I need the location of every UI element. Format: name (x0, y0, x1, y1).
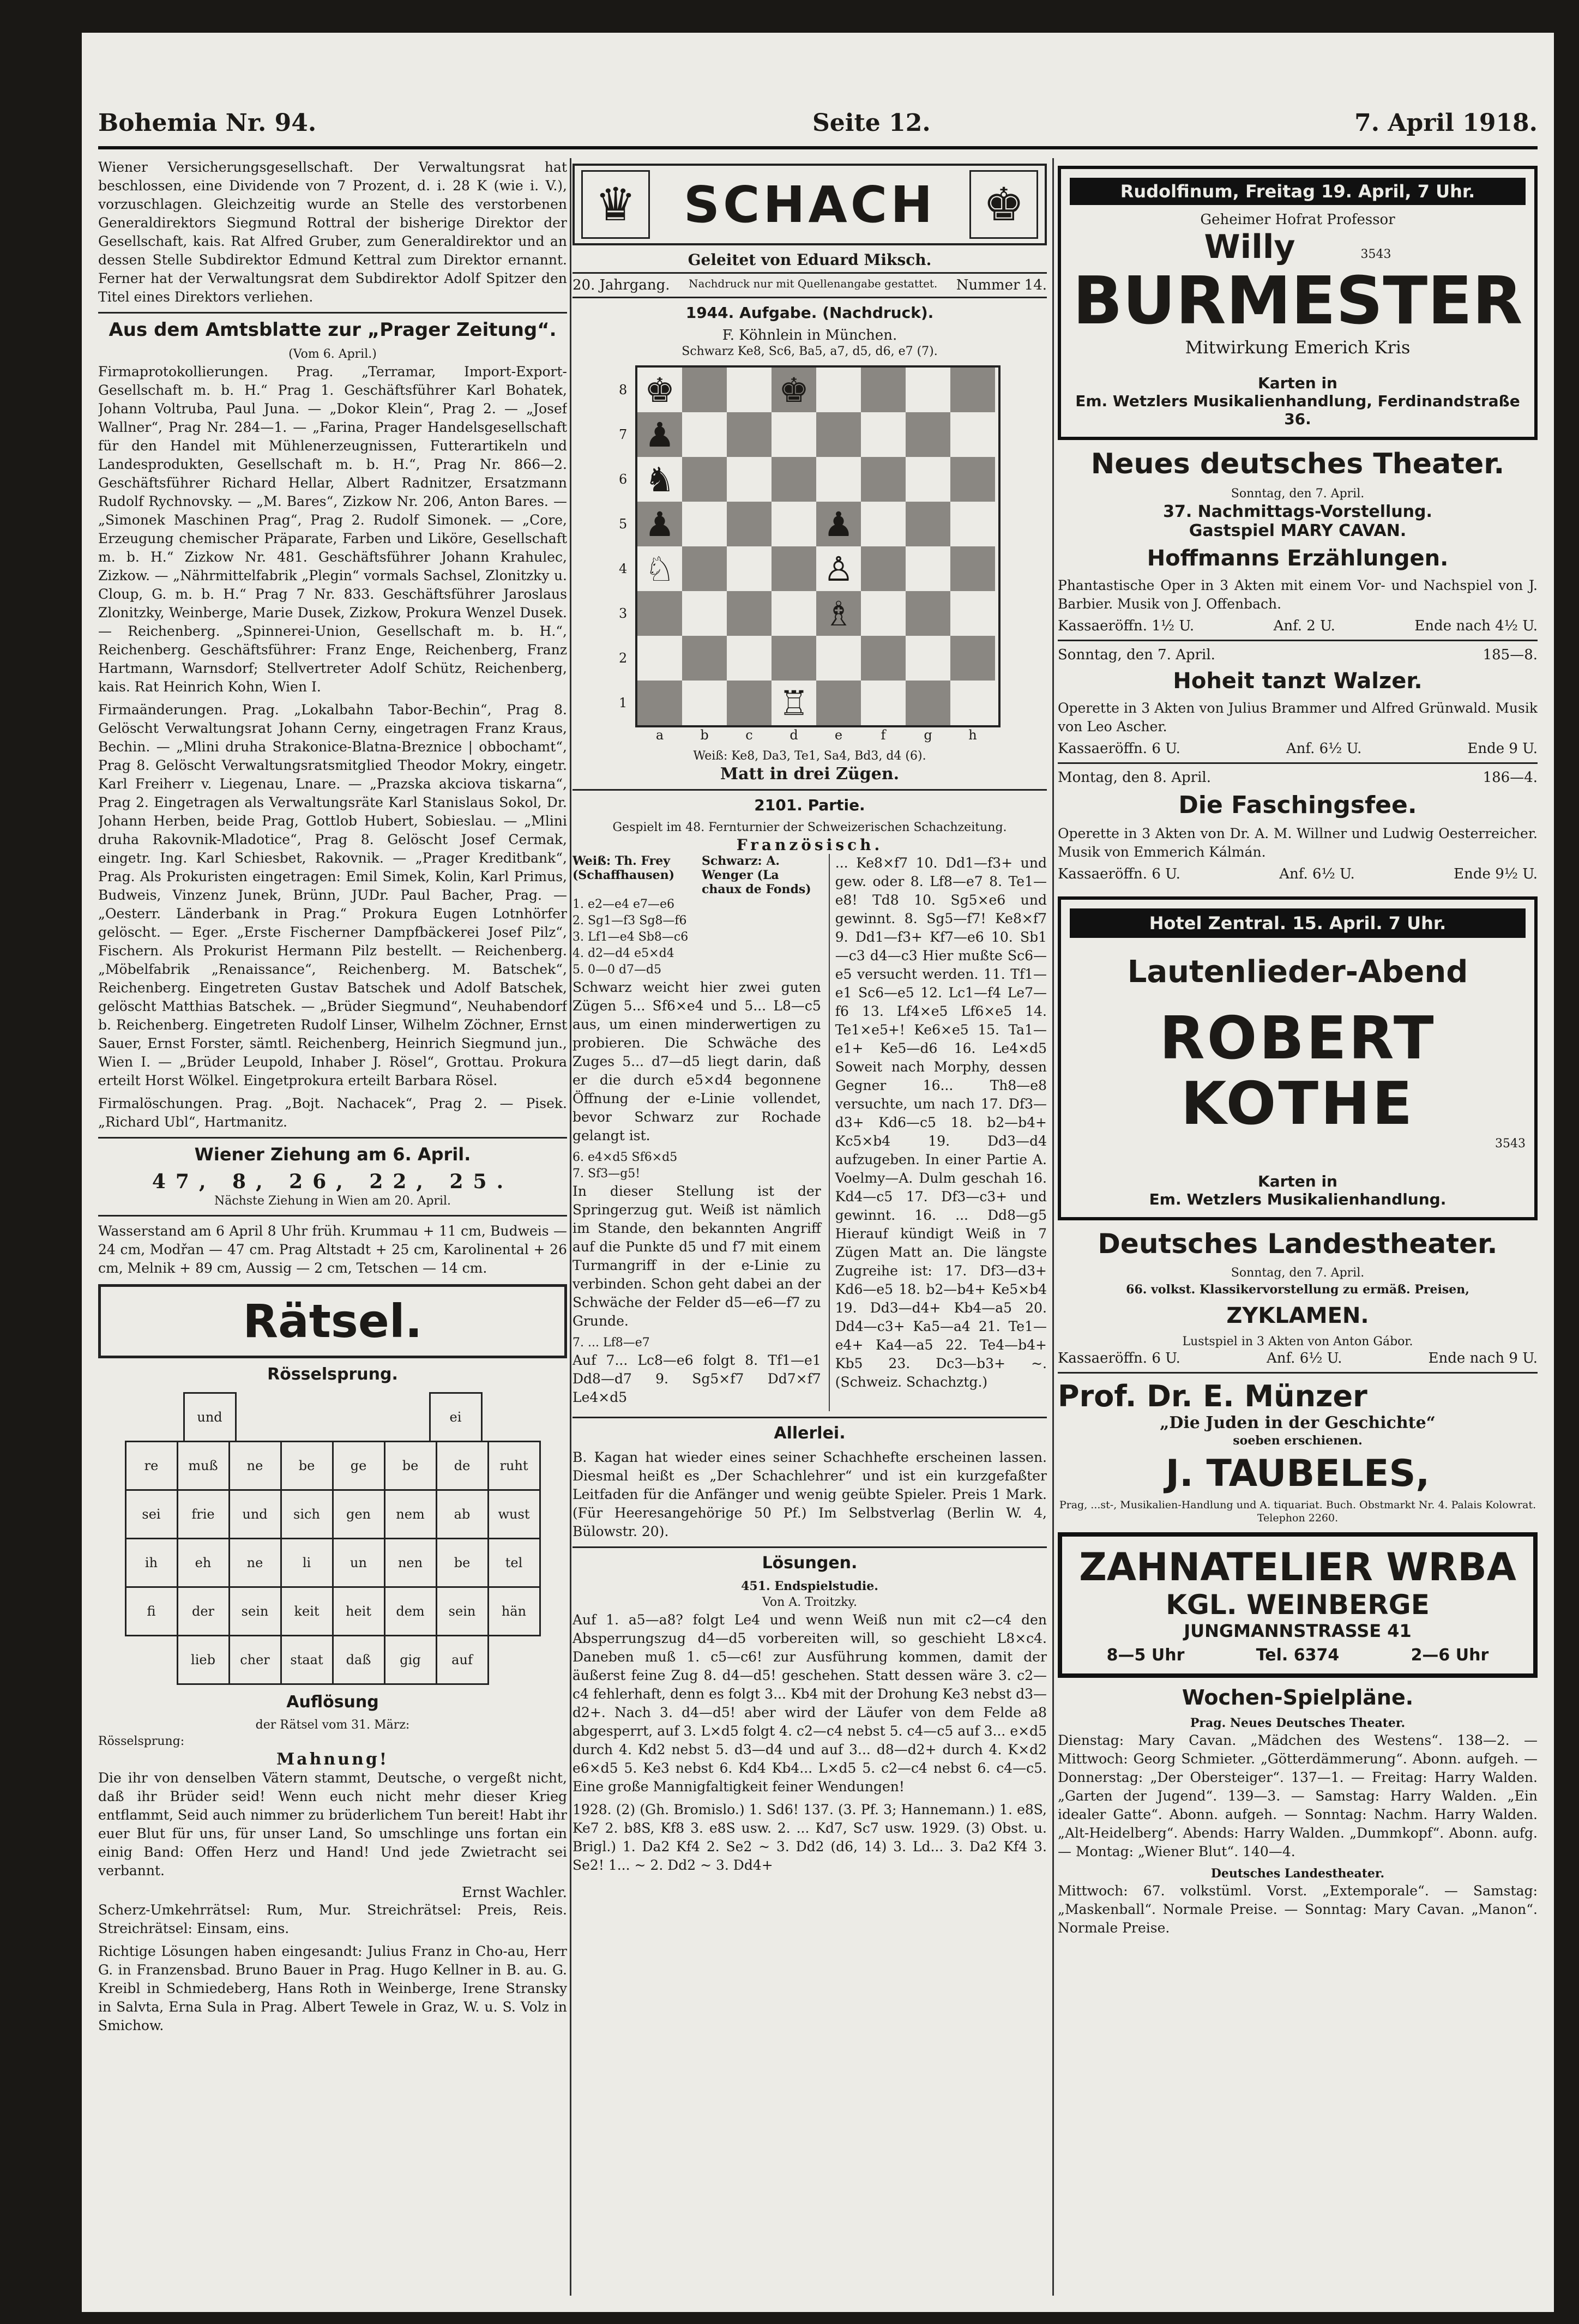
puzzle-cell: nem (384, 1489, 437, 1539)
puzzle-row (125, 1538, 540, 1587)
puzzle-cell: li (280, 1538, 334, 1588)
puzzle-cell: gen (332, 1489, 385, 1539)
board-square (950, 591, 995, 636)
puzzle-title: Rösselsprung. (267, 1365, 398, 1384)
board-square (682, 368, 727, 412)
theater1-times (1058, 618, 1538, 634)
board-square (727, 546, 772, 591)
rank-label: 5 (619, 516, 628, 532)
puzzle-cell: und (183, 1392, 237, 1442)
puzzle-gap (381, 1392, 431, 1439)
puzzle-row (125, 1490, 540, 1538)
end-time: Ende 9½ U. (1454, 866, 1538, 882)
puzzle-cell: gig (384, 1635, 437, 1685)
knights-tour-puzzle (125, 1393, 540, 1684)
puzzle-cell: fi (125, 1586, 178, 1636)
allerlei-title: Allerlei. (774, 1424, 846, 1443)
chess-piece-icon: ♞ (637, 457, 682, 502)
board-square (682, 591, 727, 636)
loesungen-text: Auf 1. a5—a8? folgt Le4 und wenn Weiß nun mit c2—c4 den Absperrungszug d4—d5 vorbereiten will, so geschieht L8×c4. Daneben muß 1. c5—c6! zur Ausführung kommen, damit der äußerst feine Zug 8. d4—d5! geschehen. Statt dessen wäre 3. c2—c4 fehlerhaft, denn es folgt 3... Kb4 mit der Drohung Ke3 nebst d3—d2+. Nach 3. d4—d5! aber wird der Läufer von dem Felde a8 abgesperrt, auf 3. L×d5 folgt 4. c2—c4 nebst 5. c4—c5 auf 3... e×d5 durch 4. Kd2 nebst 5. d3—d4 und auf 3... d8—d2+ durch 4. K×d2 e6×d5 5. Ke3 nebst 6. Kd4 Kb4... L×d5 5. c2—c4 nebst 6. c4—c5. Eine große Mannigfaltigkeit feiner Wendungen! (572, 1612, 1047, 1795)
game-title: 2101. Partie. (754, 796, 865, 814)
board-square (906, 636, 950, 681)
board-square (906, 681, 950, 725)
lottery-next: Nächste Ziehung in Wien am 20. April. (214, 1194, 451, 1208)
puzzle-cell: daß (332, 1635, 385, 1685)
box-office: Kassaeröffn. 6 U. (1058, 740, 1180, 757)
puzzle-cell: eh (177, 1538, 230, 1588)
puzzle-cell: lieb (177, 1635, 230, 1685)
problem-title: 1944. Aufgabe. (Nachdruck). (685, 304, 934, 322)
puzzle-cell: heit (332, 1586, 385, 1636)
solution-title: Auflösung (286, 1693, 379, 1712)
board-square (950, 368, 995, 412)
schach-title: SCHACH (683, 175, 936, 234)
file-label: c (745, 727, 753, 743)
board-square (772, 591, 816, 636)
king-icon: ♚ (969, 170, 1038, 239)
end-time: Ende 9 U. (1467, 740, 1538, 757)
puzzle-gap (235, 1392, 285, 1439)
move: 3. Lf1—e4 Sb8—c6 (572, 930, 689, 944)
date-label: 7. April 1918. (1354, 109, 1538, 137)
schach-header (572, 164, 1047, 245)
show-date: Montag, den 8. April. (1058, 769, 1211, 786)
schach-issue: Nummer 14. (956, 277, 1047, 293)
black-pieces: Schwarz Ke8, Sc6, Ba5, a7, d5, d6, e7 (7). (682, 345, 938, 358)
theater1-date: Sonntag, den 7. April. (1231, 487, 1365, 501)
board-square (682, 502, 727, 546)
board-square (861, 502, 906, 546)
board-square (861, 368, 906, 412)
solvers-list: 1928. (2) (Gh. Bromislo.) 1. Sd6! 137. (3. Pf. 3; Hannemann.) 1. e8S, Ke7 2. b8S, Kf8 3. e8S usw. 2. ... Kd7, Sc7 usw. 1929. (3) Obst. u. Brigl.) 1. Da2 Kf4 2. Se2 ~ 3. Dd2 (d6, 14) 3. Ld... 3. Da2 Kf4 3. Se2! 1... ~ 2. Dd2 ~ 3. Dd4+ (572, 1802, 1047, 1873)
puzzle-cell: sein (228, 1586, 282, 1636)
puzzle-cell: ab (436, 1489, 489, 1539)
ad-place: KGL. WEINBERGE (1166, 1589, 1430, 1621)
puzzle-cell: be (436, 1538, 489, 1588)
board-square (816, 368, 861, 412)
box-office: Kassaeröffn. 6 U. (1058, 1350, 1180, 1366)
column-right (1058, 158, 1538, 2296)
schach-info-bar (572, 272, 1047, 298)
ad-bookshop-address: Prag, ...st-, Musikalien-Handlung und A. tiquariat. Buch. Obstmarkt Nr. 4. Palais Kolowrat. Telephon 2260. (1059, 1499, 1536, 1524)
chess-piece-icon: ♟ (637, 502, 682, 546)
theater2-times (1058, 1350, 1538, 1366)
puzzle-gap (284, 1392, 334, 1439)
theater2-performance: 66. volkst. Klassikervorstellung zu ermäß. Preisen, (1126, 1283, 1469, 1297)
board-square (772, 546, 816, 591)
puzzle-cell: be (384, 1441, 437, 1491)
ad-first-row (1070, 228, 1526, 266)
weekly-schedule: Mittwoch: 67. volkstüml. Vorst. „Extemporale“. — Samstag: „Maskenball“. Normale Preise. — Sonntag: Mary Cavan. „Manon“. Normale Preise. (1058, 1883, 1538, 1936)
divider (98, 312, 567, 314)
divider (572, 1417, 1047, 1418)
ad-muenzer (1058, 1379, 1538, 1525)
puzzle-row (125, 1441, 540, 1490)
theater1-guest: Gastspiel MARY CAVAN. (1189, 521, 1407, 540)
column-divider (570, 158, 571, 2296)
board-square (772, 457, 816, 502)
puzzle-cell: frie (177, 1489, 230, 1539)
start-time: Anf. 6½ U. (1286, 740, 1362, 757)
study-title: 451. Endspielstudie. (741, 1579, 878, 1593)
board-square (816, 412, 861, 457)
puzzle-cell: ih (125, 1538, 178, 1588)
file-label: h (968, 727, 977, 743)
ad-shop: Em. Wetzlers Musikalienhandlung. (1149, 1190, 1447, 1208)
ad-artist-name: ROBERT KOTHE (1159, 1004, 1436, 1138)
puzzle-cell: muß (177, 1441, 230, 1491)
game-body (572, 854, 1047, 1411)
show-number: 186—4. (1482, 769, 1538, 786)
ad-tickets: Karten in (1258, 374, 1337, 392)
board-square (816, 457, 861, 502)
ad-author: Prof. Dr. E. Münzer (1058, 1379, 1367, 1413)
queen-icon: ♛ (581, 170, 650, 239)
file-label: b (700, 727, 709, 743)
ad-burmester (1058, 166, 1538, 440)
correct-solvers: Richtige Lösungen haben eingesandt: Julius Franz in Cho-au, Herr G. in Franzensbad. Bruno Bauer in Prag. Hugo Kellner in B. au. G. Kreibl in Schmiedeberg, Hans Roth in Weinberge, Irene Stransky in Salvta, Erna Sula in Prag. Albert Tewele in Graz, W. u. S. Volz in Smichow. (98, 1943, 567, 2033)
theater1-description: Phantastische Oper in 3 Akten mit einem Vor- und Nachspiel von J. Barbier. Musik von J. Offenbach. (1058, 577, 1538, 612)
weekly-schedule: Dienstag: Mary Cavan. „Mädchen des Westens“. 138—2. — Mittwoch: Georg Schmieter. „Götterdämmerung“. Abonn. aufgeh. — Donnerstag: „Der Obersteiger“. 137—1. — Freitag: Harry Walden. „Garten der Jugend“. 139—3. — Samstag: Harry Walden. „Ein idealer Gatte“. Abonn. aufgeh. — Sonntag: Nachm. Harry Walden. „Alt-Heidelberg“. Abends: Harry Walden. „Dummkopf“. Abonn. aufg. — Montag: „Wiener Blut“. 140—4. (1058, 1732, 1538, 1859)
board-square (906, 546, 950, 591)
masthead-rule (98, 146, 1538, 149)
board-square (906, 412, 950, 457)
chess-piece-icon: ♟ (816, 502, 861, 546)
rank-label: 1 (619, 695, 628, 711)
white-pieces: Weiß: Ke8, Da3, Te1, Sa4, Bd3, d4 (6). (693, 749, 926, 763)
board-square (950, 457, 995, 502)
problem-author: F. Köhnlein in München. (722, 327, 897, 344)
schach-editor: Geleitet von Eduard Miksch. (688, 251, 932, 269)
ad-wrba (1058, 1532, 1538, 1678)
firm-changes: Firmaänderungen. Prag. „Lokalbahn Tabor-Bechin“, Prag 8. Gelöscht Verwaltungsrat Johann Cerny, eingetragen Franz Kraus, Bechin. — „Mlini druha Strakonice-Blatna-Breznice | obbochamt“, Prag 8. Gelöscht Verwaltungsratsmitglied Theodor Mokry, eingetr. Karl Freiherr v. Liegenau, Lnare. — „Prazska akciova tiskarna“, Prag 2. Eingetragen als Verwaltungsräte Karl Stanislaus Sokol, Dr. Johann Herben, beide Prag, Gottlob Hubert, Sobieslau. — „Mlini druha Rakovnik-Mladotice“, Prag 8. Gelöscht Josef Cermak, eingetr. Ing. Karl Schiesbet, Rakovnik. — „Prager Kreditbank“, Prag. Als Prokuristen eingetragen: Emil Simek, Kolin, Karl Primus, Budweis, Vinzenz Junek, Brünn, JUDr. Paul Bacher, Prag. — „Oesterr. Länderbank in Prag.“ Prokura Eugen Lotnhörfer gelöscht. — Eger. „Erste Fischerner Dampfbäckerei Josef Pilz“, Fischern. Als Prokurist Hermann Pilz bestellt. — Reichenberg. „Möbelfabrik „Renaissance“, Reichenberg. M. Batschek“, Reichenberg. Eingetreten Gustav Batschek und Adolf Batschek, gelöscht Matthias Batschek. — „Brüder Siegmund“, Neuhabendorf b. Reichenberg. Eingetreten Rudolf Linser, Wilhelm Zöchner, Ernst Sauer, Ernst Forster, sämtl. Reichenberg, Heinrich Siegmund jun., Wien I. — „Brüder Leupold, Inhaber J. Rösel“, Grottau. Prokura erteilt Horst Wölkel. Eingetprokura erteilt Barbara Rösel. (98, 702, 567, 1088)
divider (572, 789, 1047, 791)
divider (98, 1215, 567, 1217)
chess-piece-icon: ♚ (637, 368, 682, 412)
theater1-description2: Operette in 3 Akten von Julius Brammer und Alfred Grünwald. Musik von Leo Ascher. (1058, 700, 1538, 734)
mate-in: Matt in drei Zügen. (720, 764, 900, 784)
end-time: Ende nach 4½ U. (1414, 618, 1538, 634)
move: 7. Sf3—g5! (572, 1167, 641, 1181)
puzzle-cell: re (125, 1441, 178, 1491)
theater2-date: Sonntag, den 7. April. (1231, 1266, 1365, 1280)
raetsel-title: Rätsel. (243, 1295, 423, 1348)
column-divider (1052, 158, 1054, 2296)
puzzle-gap (481, 1392, 531, 1439)
puzzle-cell: sei (125, 1489, 178, 1539)
chess-diagram (619, 365, 1001, 743)
rank-labels (619, 368, 634, 725)
theater2-title: Deutsches Landestheater. (1098, 1228, 1498, 1260)
rank-label: 2 (619, 651, 628, 666)
move: 2. Sg1—f3 Sg8—f6 (572, 914, 687, 928)
schach-year: 20. Jahrgang. (572, 277, 670, 293)
board-square (682, 546, 727, 591)
board-square (950, 502, 995, 546)
puzzle-cell: ruht (487, 1441, 541, 1491)
start-time: Anf. 6½ U. (1279, 866, 1355, 882)
game-note: In dieser Stellung ist der Springerzug gut. Weiß ist nämlich im Stande, den bekannten Angriff auf die Punkte d5 und f7 mit einem Turmangriff in der e-Linie zu verbinden. Schon geht dabei an der Schwäche der Felder d5—e6—f7 zu Grunde. (572, 1183, 821, 1329)
amtsblatt-title: Aus dem Amtsblatte zur „Prager Zeitung“. (109, 319, 557, 341)
puzzle-cell: be (280, 1441, 334, 1491)
raetsel-header (98, 1284, 567, 1358)
ad-with: Mitwirkung Emerich Kris (1185, 337, 1411, 358)
puzzle-row (125, 1635, 540, 1684)
board-square (727, 457, 772, 502)
puzzle-cell: un (332, 1538, 385, 1588)
board-square (637, 681, 682, 725)
puzzle-gap (332, 1392, 382, 1439)
weekly-title: Wochen-Spielpläne. (1182, 1685, 1414, 1709)
allerlei-text: B. Kagan hat wieder eines seiner Schachhefte erscheinen lassen. Diesmal heißt es „Der Schachlehrer“ und ist ein kurzgefaßter Leitfaden für die Anfänger und wenig geübte Spieler. Preis 1 Mark. (Für Heeresangehörige 50 Pf.) Im Selbstverlag (Berlin W. 4, Bülowstr. 20). (572, 1449, 1047, 1539)
start-time: Anf. 6½ U. (1266, 1350, 1342, 1366)
players (572, 854, 821, 896)
rank-label: 8 (619, 382, 628, 398)
board-square (861, 591, 906, 636)
water-levels: Wasserstand am 6 April 8 Uhr früh. Krummau + 11 cm, Budweis — 24 cm, Modřan — 47 cm. Prag Altstadt + 25 cm, Karolinental + 26 cm, Melnik + 89 cm, Aussig — 2 cm, Tetschen — 14 cm. (98, 1223, 567, 1276)
puzzle-cell: nen (384, 1538, 437, 1588)
chess-piece-icon: ♖ (772, 681, 816, 725)
file-label: a (655, 727, 664, 743)
board-square (682, 681, 727, 725)
move: 1. e2—e4 e7—e6 (572, 898, 675, 911)
move-variation: Auf 7... Lc8—e6 folgt 8. Tf1—e1 Dd8—d7 9. Sg5×f7 Dd7×f7 Le4×d5 (572, 1352, 821, 1405)
amtsblatt-date: (Vom 6. April.) (288, 347, 377, 361)
puzzle-cell: tel (487, 1538, 541, 1588)
black-player: Schwarz: A. Wenger (La chaux de Fonds) (702, 854, 811, 896)
board-square (727, 681, 772, 725)
puzzle-cell: ei (429, 1392, 483, 1442)
theater1-performance: 37. Nachmittags-Vorstellung. (1163, 502, 1432, 521)
opening-name: Französisch. (736, 836, 883, 854)
board-square (727, 368, 772, 412)
box-office: Kassaeröffn. 6 U. (1058, 866, 1180, 882)
ad-bookshop: J. TAUBELES, (1165, 1452, 1430, 1495)
puzzle-gap (128, 1635, 178, 1682)
show-number: 185—8. (1482, 647, 1538, 663)
ad-book-title: „Die Juden in der Geschichte“ (1160, 1413, 1436, 1432)
puzzle-cell: ge (332, 1441, 385, 1491)
puzzle-gap (135, 1392, 185, 1439)
article-insurance: Wiener Versicherungsgesellschaft. Der Verwaltungsrat hat beschlossen, eine Dividende von 7 Prozent, d. i. 28 K (wie i. V.), vorzuschlagen. Gleichzeitig wurde an Stelle des verstorbenen Generaldirektors Siegmund Rottral der bisherige Direktor der Gesellschaft, kais. Rat Alfred Gruber, zum Generaldirektor und an dessen Stelle Subdirektor Edmund Kettral zum Direktor ernannt. Ferner hat der Verwaltungsrat dem Subdirektor Adolf Spitzer den Titel eines Direktors verliehen. (98, 159, 567, 305)
board-square (906, 591, 950, 636)
puzzle-cell: keit (280, 1586, 334, 1636)
poem-text: Die ihr von denselben Vätern stammt, Deutsche, o vergeßt nicht, daß ihr Brüder seid! Wenn euch nicht mehr dieser Krieg entflammt, Seid auch nimmer zu brüderlichem Tun bereit! Habt ihr euer Blut für uns, für unser Land, So umschlinge uns fortan ein einig Band: Offen Herz und Hand! Und jede Zwietracht sei verbannt. (98, 1770, 567, 1879)
board-square (682, 457, 727, 502)
board-square (950, 681, 995, 725)
board-square (861, 457, 906, 502)
divider (1058, 1372, 1538, 1374)
board-square (727, 502, 772, 546)
puzzle-cell: der (177, 1586, 230, 1636)
move: 6. e4×d5 Sf6×d5 (572, 1151, 678, 1164)
board-square (772, 412, 816, 457)
move: 4. d2—d4 e5×d4 (572, 947, 674, 960)
board-square (727, 636, 772, 681)
board-square (861, 681, 906, 725)
theater1-description3: Operette in 3 Akten von Dr. A. M. Willner und Ludwig Oesterreicher. Musik von Emmerich Kálmán. (1058, 826, 1538, 860)
board-square (816, 636, 861, 681)
ad-title: Geheimer Hofrat Professor (1200, 212, 1395, 228)
chess-piece-icon: ♘ (637, 546, 682, 591)
board-square (906, 368, 950, 412)
file-label: d (790, 727, 798, 743)
solution-subtitle: der Rätsel vom 31. März: (255, 1718, 410, 1732)
lottery-title: Wiener Ziehung am 6. April. (194, 1144, 471, 1165)
game-continuation: ... Ke8×f7 10. Dd1—f3+ und gew. oder 8. Lf8—e7 8. Te1—e8! Td8 10. Sg5×e6 und gewinnt. 8. Sg5—f7! Ke8×f7 9. Dd1—f3+ Kf7—e6 10. Sb1—c3 d4—c3 Hier mußte Sc6—e5 versucht werden. 11. Tf1—e1 Sc6—e5 12. Lc1—f4 Le7—f6 13. Lf4×e5 Lf6×e5 14. Te1×e5+! Ke6×e5 15. Ta1—e1+ Ke5—d6 16. Le4×d5 Soweit nach Morphy, dessen Gegner 16... Th8—e8 versuchte, um nach 17. Df3—d3+ Kd6—c5 18. b2—b4+ Kc5×b4 19. Dd3—d4 aufzugeben. In einer Partie A. Voelmy—A. Dulm geschah 16. Kd4—c5 17. Df3—c3+ und gewinnt. 16. ... Dd8—g5 Hierauf kündigt Weiß in 7 Zügen Matt an. Die längste Zugreihe ist: 17. Df3—d3+ Kd6—e5 18. b2—b4+ Ke5×b4 19. Dd3—d4+ Kb4—a5 20. Dd4—c3+ Ka5—a4 21. Te1—e4+ Ka4—a5 22. Te4—b4+ Kb5 23. Dc3—b3+ ~. (Schweiz. Schachztg.) (835, 855, 1047, 1390)
ad-tickets: Karten in (1258, 1172, 1337, 1190)
ad-phone: Tel. 6374 (1256, 1646, 1340, 1665)
rank-label: 4 (619, 561, 628, 576)
puzzle-row (125, 1587, 540, 1635)
theater1-title: Neues deutsches Theater. (1090, 448, 1505, 480)
game-note: Schwarz weicht hier zwei guten Zügen 5... Sf6×e4 und 5... L8—c5 aus, um einen minderwertigen zu probieren. Die Schwäche des Zuges 5... d7—d5 liegt darin, daß er die durch e5×d4 begonnene Öffnung der e-Linie vollendet, bevor Schwarz zur Rochade gelangt ist. (572, 979, 821, 1143)
board-square (727, 412, 772, 457)
newspaper-page (82, 33, 1554, 2312)
ad-artist-name: BURMESTER (1072, 263, 1523, 339)
column-left (98, 158, 567, 2296)
moves-opening (572, 896, 821, 978)
puzzle-cell: sich (280, 1489, 334, 1539)
theater2-play: ZYKLAMEN. (1226, 1303, 1369, 1328)
puzzle-cell: dem (384, 1586, 437, 1636)
puzzle-cell: hän (487, 1586, 541, 1636)
firm-registrations: Firmaprotokollierungen. Prag. „Terramar, Import-Export-Gesellschaft m. b. H.“ Prag 1. Geschäftsführer Karl Bohatek, Johann Voltruba, Paul Juna. — „Dokor Klein“, Prag 2. — „Josef Wallner“, Prag Nr. 284—1. — „Farina, Prager Handelsgesellschaft für den Handel mit Mühlenerzeugnissen, Futterartikeln und Landesprodukten, Gesellschaft m. b. H.“, Prag Nr. 866—2. Geschäftsführer Richard Hellar, Albert Radnitzer, Ersatzmann Rudolf Rychnovsky. — „M. Bares“, Zizkow Nr. 206, Anton Bares. — „Simonek Maschinen Prag“, Prag 2. Rudolf Simonek. — „Core, Erzeugung chemischer Präparate, Farben und Liköre, Gesellschaft m. b. H.“ Zizkow Nr. 481. Geschäftsführer Johann Krahulec, Zizkow. — „Nährmittelfabrik „Plegin“ vormals Sachsel, Zlonitzky u. Cloup, G. m. b. H.“ Prag 7 Nr. 833. Geschäftsführer Jaroslaus Zlonitzky, Weinberge, Marie Dusek, Zizkow, Prokura Wenzel Dusek. — Reichenberg. „Spinnerei-Union, Gesellschaft m. b. H.“, Reichenberg. Geschäftsführer: Franz Enge, Reichenberg, Franz Hartmann, Warnsdorf; Stellvertreter Adolf Schütz, Reichenberg, kais. Rat Heinrich Kohn, Wien I. (98, 364, 567, 695)
puzzle-cell: und (228, 1489, 282, 1539)
ad-code: 3543 (1495, 1137, 1526, 1151)
puzzle-cell: wust (487, 1489, 541, 1539)
ad-venue: Hotel Zentral. 15. April. 7 Uhr. (1070, 908, 1526, 938)
board-square (816, 681, 861, 725)
issue-label: Bohemia Nr. 94. (98, 109, 317, 137)
rank-label: 7 (619, 427, 628, 442)
theater1-play: Hoffmanns Erzählungen. (1147, 546, 1449, 571)
divider (1058, 762, 1538, 764)
board-square (861, 412, 906, 457)
ad-hours-morning: 8—5 Uhr (1106, 1646, 1185, 1665)
end-time: Ende nach 9 U. (1428, 1350, 1538, 1366)
board-square (950, 636, 995, 681)
board-square (861, 546, 906, 591)
start-time: Anf. 2 U. (1273, 618, 1335, 634)
column-middle (572, 158, 1047, 2296)
chess-board (635, 365, 1001, 727)
divider (98, 1137, 567, 1139)
divider (1058, 640, 1538, 641)
solution-label: Rösselsprung: (98, 1735, 185, 1748)
schach-reprint: Nachdruck nur mit Quellenangabe gestattet. (689, 277, 938, 290)
board-square (906, 502, 950, 546)
rank-label: 6 (619, 472, 628, 487)
puzzle-cell: ne (228, 1441, 282, 1491)
game-left (572, 854, 821, 1411)
weekly-subtitle: Prag. Neues Deutsches Theater. (1190, 1716, 1406, 1730)
theater1-play2: Hoheit tanzt Walzer. (1173, 669, 1423, 694)
rank-label: 3 (619, 606, 628, 621)
move: 5. 0—0 d7—d5 (572, 963, 662, 977)
file-label: f (881, 727, 886, 743)
theater1-play3: Die Faschingsfee. (1178, 791, 1417, 819)
lottery-numbers: 47, 8, 26, 22, 25. (152, 1170, 514, 1193)
board-square (772, 636, 816, 681)
board-square (637, 636, 682, 681)
game-right (829, 854, 1047, 1411)
board-square (637, 591, 682, 636)
ad-venue: Rudolfinum, Freitag 19. April, 7 Uhr. (1070, 178, 1526, 205)
masthead (98, 109, 1538, 158)
ad-code: 3543 (1360, 248, 1391, 261)
puzzle-row (125, 1393, 540, 1441)
puzzle-cell: auf (436, 1635, 489, 1685)
ad-first-name: Willy (1204, 228, 1295, 266)
ad-title: Lautenlieder-Abend (1127, 954, 1468, 990)
puzzle-cell: ne (228, 1538, 282, 1588)
game-subtitle: Gespielt im 48. Fernturnier der Schweizerischen Schachzeitung. (612, 821, 1007, 834)
board-square (727, 591, 772, 636)
ad-street: JUNGMANNSTRASSE 41 (1184, 1621, 1412, 1641)
board-square (906, 457, 950, 502)
ad-studio-name: ZAHNATELIER WRBA (1079, 1545, 1516, 1590)
puzzle-cell: de (436, 1441, 489, 1491)
board-square (772, 502, 816, 546)
ad-published: soeben erschienen. (1233, 1434, 1363, 1448)
ad-kothe (1058, 896, 1538, 1220)
show-date: Sonntag, den 7. April. (1058, 647, 1215, 663)
puzzle-cell: sein (436, 1586, 489, 1636)
board-square (861, 636, 906, 681)
theater1-times3 (1058, 866, 1538, 882)
file-label: g (924, 727, 932, 743)
misc-answers: Scherz-Umkehrrätsel: Rum, Mur. Streichrätsel: Preis, Reis. Streichrätsel: Einsam, eins. (98, 1902, 567, 1936)
puzzle-cell: cher (228, 1635, 282, 1685)
file-labels (637, 727, 1001, 743)
divider (572, 1546, 1047, 1548)
puzzle-cell: staat (280, 1635, 334, 1685)
board-square (682, 636, 727, 681)
theater1-sunday (1058, 647, 1538, 663)
weekly-subtitle: Deutsches Landestheater. (1210, 1867, 1385, 1881)
chess-piece-icon: ♗ (816, 591, 861, 636)
ad-hours-afternoon: 2—6 Uhr (1411, 1646, 1489, 1665)
board-square (950, 412, 995, 457)
theater2-description: Lustspiel in 3 Akten von Anton Gábor. (1182, 1335, 1413, 1348)
file-label: e (834, 727, 843, 743)
poem-title: Mahnung! (276, 1750, 389, 1769)
theater1-monday (1058, 769, 1538, 786)
firm-deletions: Firmalöschungen. Prag. „Bojt. Nachacek“, Prag 2. — Pisek. „Richard Ubl“, Hartmanitz. (98, 1095, 567, 1130)
move: 7. ... Lf8—e7 (572, 1336, 650, 1350)
chess-piece-icon: ♚ (772, 368, 816, 412)
chess-piece-icon: ♟ (637, 412, 682, 457)
white-player: Weiß: Th. Frey (Schaffhausen) (572, 854, 675, 882)
board-square (950, 546, 995, 591)
puzzle-gap (487, 1635, 538, 1682)
board-square (682, 412, 727, 457)
study-author: Von A. Troitzky. (762, 1596, 857, 1609)
loesungen-title: Lösungen. (762, 1554, 858, 1573)
ad-hours-row (1071, 1646, 1524, 1665)
box-office: Kassaeröffn. 1½ U. (1058, 618, 1195, 634)
ad-shop: Em. Wetzlers Musikalienhandlung, Ferdinandstraße 36. (1075, 392, 1520, 428)
theater1-times2 (1058, 740, 1538, 757)
page-number: Seite 12. (812, 109, 931, 137)
poem-author: Ernst Wachler. (461, 1885, 567, 1901)
chess-piece-icon: ♙ (816, 546, 861, 591)
